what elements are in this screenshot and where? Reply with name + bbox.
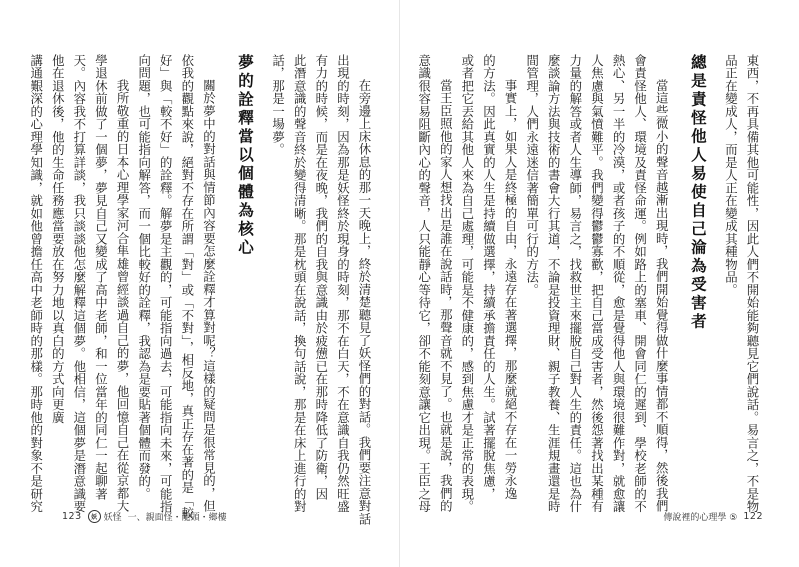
page-number: 122 xyxy=(743,511,763,522)
paragraph: 當這些微小的聲音越漸出現時，我們開始覺得做什麼事情都不順得，然後我們 xyxy=(654,78,670,513)
paragraph: 好」與「較不好」的詮釋。解夢是主觀的，可能指向過去，可能指向未來，可能指 xyxy=(158,54,174,513)
paragraph: 出現的時刻，因為那是妖怪終於現身的時刻，那不在白天，不在意識自我仍然旺盛 xyxy=(335,54,351,513)
paragraph: 當王臣照他的家人想找出是誰在說話時，那聲音就不見了。也就是說，我們的 xyxy=(438,78,454,513)
section-heading: 總是責怪他人易使自己淪為受害者 xyxy=(688,54,707,332)
paragraph: 在旁邊上床休息的那一天晚上，終於清楚聽見了妖怪們的對話。我們要注意對話 xyxy=(357,78,372,526)
paragraph: 事實上，如果人是終極的自由，永遠存在著選擇，那麼就絕不存在一勞永逸 xyxy=(503,78,519,500)
paragraph: 他在退休後，他的生命任務應當要放在努力地以真白的方式向更廣 xyxy=(50,54,66,424)
paragraph: 話，那是一場夢。 xyxy=(270,54,286,156)
paragraph: 依我的觀點來說，絕對不存在所謂「對」或「不對」，相反地，真正存在著的是「較 xyxy=(179,54,195,520)
left-page xyxy=(0,0,399,567)
right-page xyxy=(400,0,799,567)
right-page-footer xyxy=(663,510,763,523)
page-number: 123 xyxy=(62,511,82,522)
paragraph: 此潛意識的聲音終於變得清晰。那是枕頭在說話，換句話說，那是在床上進行的對 xyxy=(292,54,308,513)
paragraph: 我所敬重的日本心理學家河合隼雄曾經談過自己的夢，他回憶自己在從京都大 xyxy=(115,78,131,513)
paragraph: 力量的解答或者人生導師，易言之，找救世主來擺脫自己對人生的責任。這也為什 xyxy=(567,54,583,513)
running-section: 一、親面怪・龍頭・鄉樓 xyxy=(127,513,227,523)
paragraph: 講通艱深的心理學知識，就如他曾擔任高中老師時的那樣。那時他的對象不是研究 xyxy=(28,54,44,513)
paragraph: 東西，不再具備其他可能性，因此人們不開始能夠聽見它們說話。易言之，不是物 xyxy=(745,54,760,513)
left-page-footer xyxy=(62,510,227,523)
paragraph: 品正在變成人，而是人正在變成其種物品。 xyxy=(723,54,739,297)
paragraph: 有力的時候，而是在夜晚，我們的自我與意識由於疲憊已在那時降低了防衛，因 xyxy=(313,54,329,501)
paragraph: 人焦慮與氣憤難平。我們變得鬱鬱寡歡，把自己當成受害者，然後怨著找出某種有 xyxy=(589,54,605,513)
paragraph: 天。內容我不打算詳談，我只談談他怎麼解釋這個夢。他相信，這個夢是潛意識要 xyxy=(71,54,87,513)
paragraph: 會責怪他人、環境及責怪命運。例如路上的塞車、開會同仁的遲到、學校老師的不 xyxy=(632,54,648,513)
book-gutter xyxy=(399,0,400,567)
section-heading: 夢的詮釋當以個體為核心 xyxy=(236,54,255,258)
paragraph: 熱心、另一半的冷漠，或者孩子的不順從，愈是覺得他人與環境很難作對，就愈讓 xyxy=(611,54,627,513)
paragraph: 間管理，人們永遠迷信著簡單可行的方法。 xyxy=(524,54,540,297)
series-logo-icon: 妖 xyxy=(88,510,101,523)
paragraph: 或者把它丟給其他人來為自己處理，可能是不健康的，感到焦慮才是正常的表現。 xyxy=(459,54,475,513)
right-page-body xyxy=(416,54,763,513)
paragraph: 學退休前做了一個夢，夢見自己又變成了高中老師，和一位當年的同仁一起聊著 xyxy=(93,54,109,501)
paragraph: 麼談論方法與技術的書會大行其道，不論是投資理財、親子教養、生涯規畫還是時 xyxy=(546,54,562,513)
paragraph: 關於夢中的對話與情節內容要怎麼詮釋才算對呢？這樣的疑問是很常見的，但 xyxy=(201,78,217,513)
running-title: 傳說裡的心理學 ⑤ xyxy=(663,513,738,523)
paragraph: 向問題，也可能指向解答，而一個比較好的詮釋，我認為是要貼著個體而發的。 xyxy=(136,54,152,501)
paragraph: 的方法。因此真實的人生是持續做選擇，持續承擔責任的人生。試著擺脫焦慮， xyxy=(481,54,497,501)
paragraph: 意識很容易阻斷內心的聲音，人只能靜心等待它，卻不能刻意讓它出現。王臣之母 xyxy=(416,54,432,513)
running-title: 妖怪 xyxy=(103,513,122,523)
